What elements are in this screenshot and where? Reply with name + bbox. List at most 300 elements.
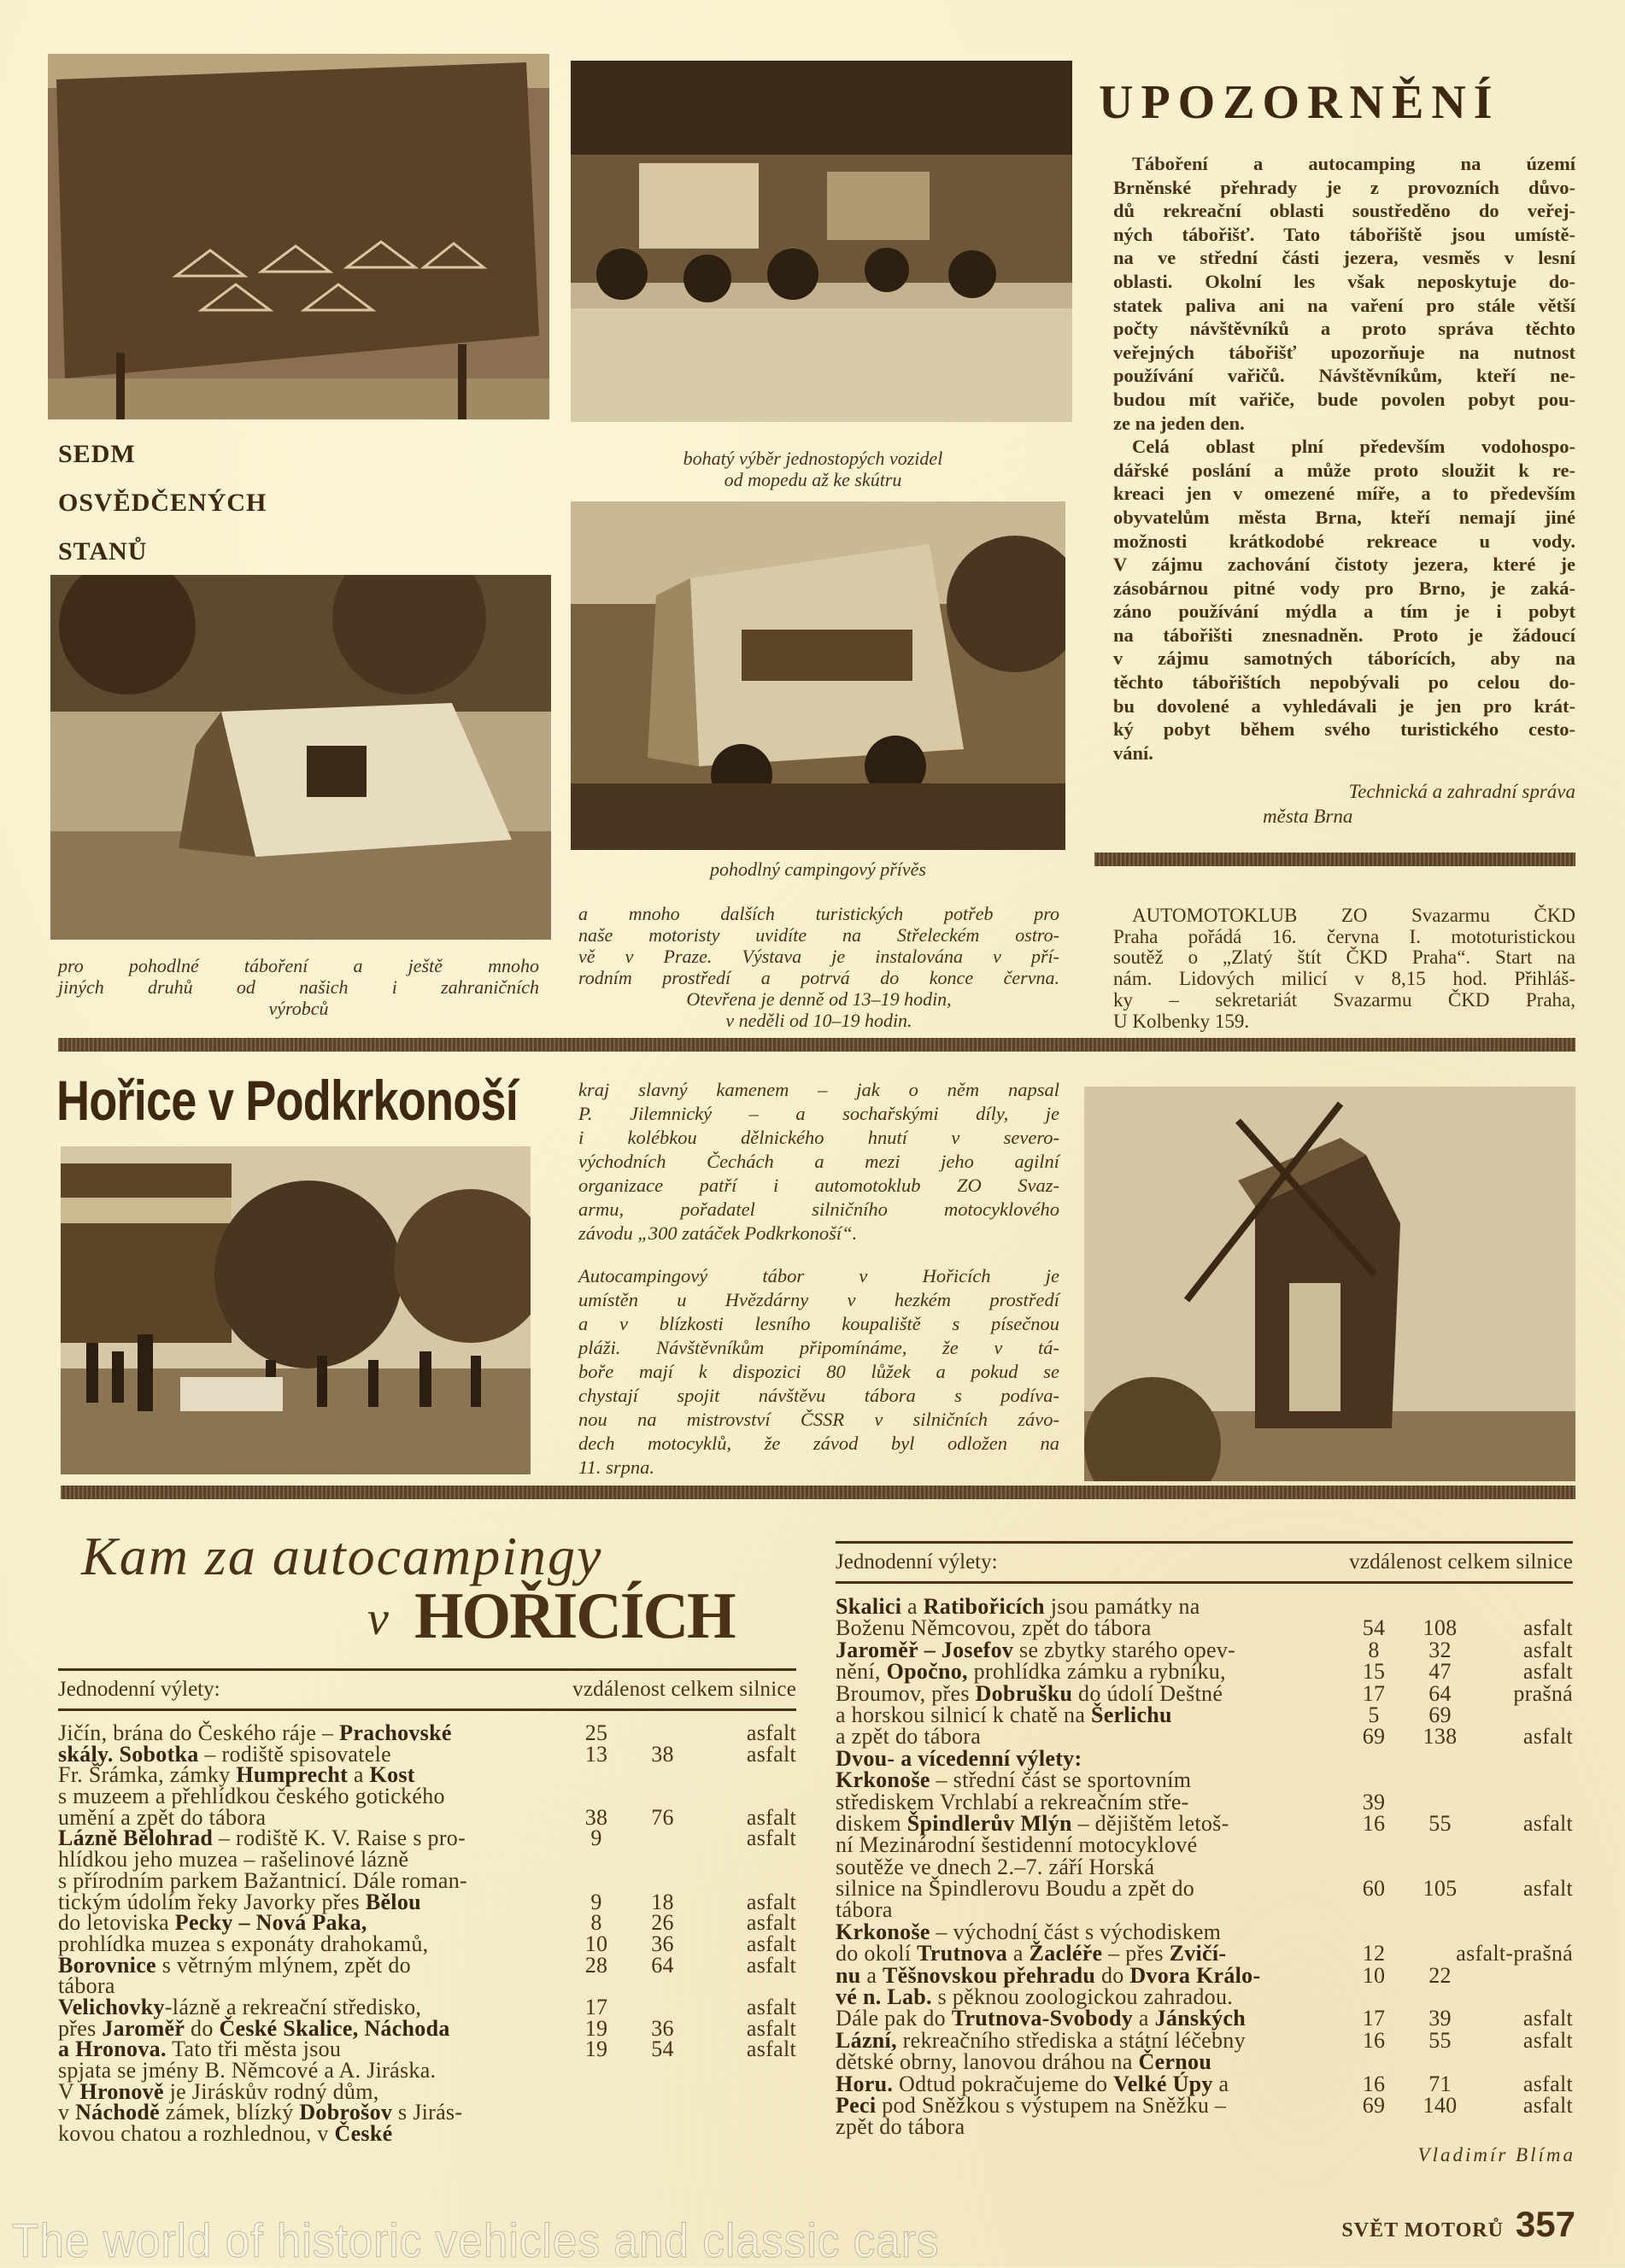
trip-description: Boženu Němcovou, zpět do tábora xyxy=(836,1615,1152,1641)
text-line: v neděli od 10–19 hodin. xyxy=(725,1010,912,1031)
total-cell: 22 xyxy=(1428,1962,1452,1988)
road-cell xyxy=(1481,1921,1573,1943)
bold-place-name: Dobrošov xyxy=(299,2100,393,2125)
table-rule xyxy=(836,1581,1573,1584)
text-line: počty návštěvníků a proto správa těchto xyxy=(1113,318,1575,340)
total-cell: 36 xyxy=(651,2015,674,2041)
text-line: veřejných tábořišť upozorňuje na nutnost xyxy=(1113,341,1575,363)
total-cell xyxy=(622,1723,703,1744)
bold-place-name: Peci xyxy=(836,2092,877,2118)
total-cell xyxy=(1399,1834,1481,1855)
trip-description: dětské obrny, lanovou dráhou na Černou xyxy=(836,2049,1212,2075)
text-line: boře mají k dispozici 80 lůžek a pokud se xyxy=(578,1361,1059,1382)
text-line: zásobárnou pitné vody pro Brno, je zaká- xyxy=(1113,577,1575,599)
table-row xyxy=(58,1867,796,1893)
bold-place-name: Krkonoše xyxy=(836,1767,930,1793)
total-cell xyxy=(622,1828,703,1849)
road-cell xyxy=(1481,1986,1573,2007)
road-cell xyxy=(703,1849,796,1871)
text-line: oblasti. Okolní les však neposkytuje do- xyxy=(1113,270,1575,292)
bold-place-name: Velké Úpy xyxy=(1113,2071,1213,2096)
text-line: bu dovolené a vyhledávali je jen pro krát- xyxy=(1113,694,1575,717)
text-line: soutěž o „Zlatý štít ČKD Praha“. Start na xyxy=(1113,946,1575,969)
road-cell: asfalt xyxy=(1522,2006,1573,2031)
road-cell xyxy=(1481,1965,1573,1986)
distance-cell: 69 xyxy=(1362,1724,1386,1749)
header-label: Jednodenní výlety: xyxy=(58,1678,220,1701)
road-cell: asfalt xyxy=(1522,1724,1573,1749)
table-row xyxy=(836,1921,1573,1943)
bold-place-name: Trutnova xyxy=(917,1941,1008,1966)
bold-place-name: Horu. xyxy=(836,2071,894,2096)
distance-cell: 9 xyxy=(590,1826,602,1851)
total-cell: 64 xyxy=(1428,1680,1452,1706)
table-row xyxy=(836,1726,1573,1747)
table-row xyxy=(836,2092,1573,2118)
text-line: pro pohodlné táboření a ještě mnoho xyxy=(58,955,539,976)
trip-description: Skalici a Ratibořicích jsou památky na xyxy=(836,1594,1200,1619)
distance-cell: 13 xyxy=(584,1741,608,1767)
total-cell: 138 xyxy=(1423,1724,1458,1749)
bold-place-name: Velichovky xyxy=(58,1994,165,2019)
total-cell xyxy=(1399,2116,1481,2137)
table-row xyxy=(836,1704,1573,1726)
total-cell xyxy=(1399,1596,1481,1617)
trip-description: spjata se jmény B. Němcové a A. Jiráska. xyxy=(58,2058,437,2083)
trip-description: Dále pak do Trutnova-Svobody a Jánských xyxy=(836,2006,1247,2031)
bold-place-name: Prachovské xyxy=(339,1720,452,1745)
trip-description: diskem Špindlerův Mlýn – dějištěm letoš- xyxy=(836,1810,1229,1836)
text-line: rodním prostředí a potrvá do konce června. xyxy=(578,967,1059,988)
section-logo xyxy=(73,1525,807,1653)
road-cell: asfalt xyxy=(746,1741,796,1767)
text-line: těchto tábořištích nepobývali po celou do- xyxy=(1113,671,1575,694)
table-row xyxy=(836,2073,1573,2095)
road-cell: asfalt xyxy=(1522,2027,1573,2053)
bold-place-name: Černou xyxy=(1138,2049,1212,2075)
trip-description: Fr. Šrámka, zámky Humprecht a Kost xyxy=(58,1762,415,1788)
trip-description: silnice na Špindlerovu Boudu a zpět do xyxy=(836,1876,1195,1902)
total-cell xyxy=(622,2060,703,2082)
total-cell: 26 xyxy=(651,1910,674,1936)
text-line: kreaci jen v omezené míře, a to především xyxy=(1113,483,1575,505)
bold-place-name: Jaroměř – Josefov xyxy=(836,1637,1014,1662)
total-cell: 54 xyxy=(651,2037,674,2062)
road-cell xyxy=(703,1765,796,1786)
bold-place-name: Pecky – Nová Paka, xyxy=(174,1910,367,1936)
logo-v: v xyxy=(367,1592,389,1645)
bold-place-name: Žacléře xyxy=(1029,1941,1103,1966)
text-line: Praha pořádá 16. června I. mototuristickou xyxy=(1113,925,1575,947)
road-cell: asfalt xyxy=(746,1826,796,1851)
total-cell: 76 xyxy=(651,1804,674,1830)
distance-cell xyxy=(571,2102,622,2124)
total-cell: 18 xyxy=(651,1889,674,1914)
total-cell: 36 xyxy=(651,1931,674,1956)
table-header xyxy=(836,1544,1573,1581)
total-cell xyxy=(1399,1769,1481,1790)
total-cell xyxy=(1399,1856,1481,1878)
distance-cell xyxy=(571,2060,622,2082)
total-cell: 69 xyxy=(1428,1702,1452,1727)
table-row xyxy=(836,1615,1573,1641)
trip-description: zpět do tábora xyxy=(836,2114,965,2140)
text-line: umístěn u Hvězdárny v hezkém prostředí xyxy=(578,1289,1059,1310)
trip-description: Velichovky-lázně a rekreační středisko, xyxy=(58,1994,422,2019)
distance-cell xyxy=(571,2082,622,2103)
table-row xyxy=(58,1952,796,1978)
table-row xyxy=(58,2121,796,2147)
distance-cell: 8 xyxy=(1368,1637,1380,1662)
text-line: ky – sekretariát Svazarmu ČKD Praha, xyxy=(1113,988,1575,1011)
distance-cell: 19 xyxy=(584,2037,608,2062)
text-line: Celá oblast plní především vodohospo- xyxy=(1132,436,1575,458)
trip-description: Krkonoše – východní část s východiskem xyxy=(836,1919,1222,1944)
bold-place-name: Jaroměř xyxy=(102,2015,185,2041)
page-footer xyxy=(1341,2204,1575,2245)
trips-table-right xyxy=(836,1541,1573,2138)
distance-cell: 15 xyxy=(1362,1659,1386,1685)
text-line: dech motocyklů, že závod byl odložen na xyxy=(578,1433,1059,1454)
total-cell xyxy=(1399,1748,1481,1769)
road-cell: asfalt xyxy=(1522,2092,1573,2118)
table-body xyxy=(58,1720,796,2147)
trip-description: soutěže ve dnech 2.–7. září Horská xyxy=(836,1854,1155,1879)
table-row xyxy=(836,2114,1573,2140)
road-cell: asfalt xyxy=(1522,1810,1573,1836)
road-cell: asfalt xyxy=(746,1804,796,1830)
watermark: The world of historic vehicles and classic cars xyxy=(12,2213,940,2267)
text-line: nou na mistrovství ČSSR v silničních závo- xyxy=(578,1409,1059,1430)
road-cell: asfalt xyxy=(1522,2071,1573,2096)
road-cell xyxy=(1481,1899,1573,1920)
table-row xyxy=(836,2027,1573,2053)
distance-cell: 69 xyxy=(1362,2092,1386,2118)
text-line: na tábořišti znesnadněn. Proto je žádoucí xyxy=(1113,624,1575,646)
text-line: i kolébkou dělnického hnutí v severo- xyxy=(578,1127,1059,1148)
text-line: OSVĚDČENÝCH xyxy=(58,489,267,517)
bold-place-name: a Hronova. xyxy=(58,2037,167,2062)
header-columns: vzdálenost celkem silnice xyxy=(1349,1550,1573,1574)
total-cell xyxy=(622,1871,703,1892)
text-line: a v blízkosti lesního koupaliště s písečnou xyxy=(578,1313,1059,1334)
road-cell: asfalt xyxy=(746,2015,796,2041)
trip-description: vé n. Lab. s pěknou zoologickou zahradou. xyxy=(836,1984,1234,2010)
notice-signature xyxy=(1113,779,1575,829)
bold-place-name: Kost xyxy=(369,1762,415,1788)
distance-cell: 28 xyxy=(584,1952,608,1978)
text-line: V zájmu zachování čistoty jezera, které je xyxy=(1113,554,1575,576)
bold-place-name: Lázní, xyxy=(836,2027,897,2053)
total-cell xyxy=(622,2082,703,2103)
table-row xyxy=(836,1767,1573,1793)
distance-cell xyxy=(1348,1986,1399,2007)
road-cell: asfalt xyxy=(746,1720,796,1745)
text-line: vě v Praze. Výstava je instalována v pří- xyxy=(578,946,1059,967)
bold-place-name: skály. Sobotka xyxy=(58,1741,199,1767)
table-row xyxy=(836,1680,1573,1706)
distance-cell xyxy=(571,1849,622,1871)
trip-description: tábora xyxy=(58,1973,115,1999)
caption-trailer: pohodlný campingový přívěs xyxy=(710,859,926,880)
caption-exhibition xyxy=(578,903,1059,1031)
text-line: Otevřena je denně od 13–19 hodin, xyxy=(686,988,952,1010)
road-cell xyxy=(1481,1596,1573,1617)
text-line: kraj slavný kamenem – jak o něm napsal xyxy=(578,1079,1059,1100)
bold-place-name: České xyxy=(334,2121,393,2147)
notice-body xyxy=(1113,152,1575,765)
text-line: U Kolbenky 159. xyxy=(1113,1010,1250,1032)
text-line: ký pobyt během svého turistického cesto- xyxy=(1113,718,1575,741)
signature-line: města Brna xyxy=(1263,806,1353,827)
text-line: budou mít vařiče, bude povolen pobyt pou- xyxy=(1113,388,1575,410)
table-row xyxy=(836,1943,1573,1964)
distance-cell: 38 xyxy=(584,1804,608,1830)
bold-place-name: Skalici xyxy=(836,1594,902,1619)
horice-title: Hořice v Podkrkonoší xyxy=(56,1069,518,1132)
distance-cell: 17 xyxy=(1362,2006,1386,2031)
distance-cell: 16 xyxy=(1362,1810,1386,1836)
text-line: ných tábořišť. Tato tábořiště jsou umístě- xyxy=(1113,223,1575,245)
divider-bar xyxy=(58,1038,1575,1052)
bold-place-name: Hronově xyxy=(79,2078,164,2104)
trip-description: střediskem Vrchlabí a rekreačním stře- xyxy=(836,1789,1189,1814)
trip-description: do okolí Trutnova a Žacléře – přes Zvičí- xyxy=(836,1941,1227,1966)
road-cell xyxy=(1481,1748,1573,1769)
text-line: obyvatelům města Brna, kteří nemají jiné xyxy=(1113,506,1575,528)
text-line: SEDM xyxy=(58,440,136,468)
text-line: na ve střední části jezera, vesměs v lesní xyxy=(1113,247,1575,269)
text-line: od mopedu až ke skútru xyxy=(724,469,902,490)
trip-description: Broumov, přes Dobrušku do údolí Deštné xyxy=(836,1680,1223,1706)
distance-cell: 54 xyxy=(1362,1615,1386,1641)
road-cell xyxy=(703,2060,796,2082)
distance-cell: 39 xyxy=(1362,1789,1386,1814)
distance-cell xyxy=(1348,1899,1399,1920)
trip-description: s muzeem a přehlídkou českého gotického xyxy=(58,1784,445,1809)
table-row xyxy=(836,1659,1573,1685)
table-header xyxy=(58,1671,796,1708)
text-line: Autocampingový tábor v Hořicích je xyxy=(578,1265,1059,1286)
trip-description: Jičín, brána do Českého ráje – Prachovské xyxy=(58,1720,452,1745)
road-cell: asfalt xyxy=(1522,1876,1573,1902)
trip-description: nu a Těšnovskou přehradu do Dvora Králo- xyxy=(836,1962,1261,1988)
notice-title: UPOZORNĚNÍ xyxy=(1099,76,1500,129)
text-line: bohatý výběr jednostopých vozidel xyxy=(683,448,943,469)
distance-cell: 17 xyxy=(1362,1680,1386,1706)
trip-description xyxy=(836,1745,1348,1771)
trip-description: v Náchodě zámek, blízký Dobrošov s Jirás- xyxy=(58,2100,463,2125)
text-line: vání. xyxy=(1113,741,1153,764)
distance-cell: 8 xyxy=(590,1910,602,1936)
text-line: 11. srpna. xyxy=(578,1456,654,1478)
total-cell xyxy=(1399,1921,1481,1943)
table-row xyxy=(836,1962,1573,1988)
trip-description: hlídkou jeho muzea – rašelinové lázně xyxy=(58,1847,409,1872)
distance-cell xyxy=(1348,1769,1399,1790)
table-row xyxy=(836,1639,1573,1661)
trip-description: Borovnice s větrným mlýnem, zpět do xyxy=(58,1952,411,1978)
road-cell: asfalt xyxy=(1522,1659,1573,1685)
total-cell: 47 xyxy=(1428,1659,1452,1685)
total-cell: 140 xyxy=(1423,2092,1458,2118)
bold-place-name: Krkonoše xyxy=(836,1919,930,1944)
distance-cell xyxy=(1348,1596,1399,1617)
total-cell xyxy=(1399,1791,1481,1813)
caption-motorcycles xyxy=(614,448,1012,490)
total-cell: 32 xyxy=(1428,1637,1452,1662)
distance-cell xyxy=(1348,1856,1399,1878)
road-cell: asfalt xyxy=(746,1910,796,1936)
trip-description: umění a zpět do tábora xyxy=(58,1804,267,1830)
bold-place-name: Trutnova-Svobody xyxy=(951,2006,1134,2031)
table-row xyxy=(836,2049,1573,2075)
photo-windmill xyxy=(1084,1087,1575,1481)
distance-cell xyxy=(1348,2116,1399,2137)
bold-place-name: Dvora Králo- xyxy=(1129,1962,1261,1988)
distance-cell xyxy=(571,2124,622,2145)
page-number: 357 xyxy=(1515,2204,1575,2244)
text-line: organizace patří i automotoklub ZO Svaz- xyxy=(578,1175,1059,1196)
text-line: armu, pořadatel silničního motocyklového xyxy=(578,1198,1059,1220)
photo-tent-display-board xyxy=(48,54,549,419)
trip-description: Peci pod Sněžkou s výstupem na Sněžku – xyxy=(836,2092,1227,2118)
photo-horice-camp xyxy=(61,1146,531,1474)
trip-description: ní Mezinárodní šestidenní motocyklové xyxy=(836,1832,1198,1858)
bold-place-name: Jánských xyxy=(1154,2006,1247,2031)
trip-description: Horu. Odtud pokračujeme do Velké Úpy a xyxy=(836,2071,1229,2096)
road-cell xyxy=(1481,1704,1573,1726)
road-cell xyxy=(1481,2116,1573,2137)
bold-place-name: Náchodě xyxy=(75,2100,160,2125)
text-line: a mnoho dalších turistických potřeb pro xyxy=(578,903,1059,924)
trip-description: do letoviska Pecky – Nová Paka, xyxy=(58,1910,367,1936)
text-line: P. Jilemnický – a sochařskými díly, je xyxy=(578,1103,1059,1124)
total-cell xyxy=(622,1765,703,1786)
road-cell: asfalt-prašná xyxy=(1456,1941,1573,1966)
table-row xyxy=(836,1856,1573,1878)
distance-cell xyxy=(1348,1921,1399,1943)
text-line: naše motoristy uvidíte na Střeleckém ostro- xyxy=(578,924,1059,946)
distance-cell: 16 xyxy=(1362,2027,1386,2053)
bold-place-name: vé n. Lab. xyxy=(836,1984,932,2010)
total-cell: 38 xyxy=(651,1741,674,1767)
total-cell: 64 xyxy=(651,1952,674,1978)
total-cell xyxy=(1399,1899,1481,1920)
bold-place-name: Opočno, xyxy=(886,1659,968,1685)
text-line: možnosti krátkodobé rekreace u vody. xyxy=(1113,530,1575,552)
road-cell xyxy=(1481,1769,1573,1790)
distance-cell xyxy=(1348,2051,1399,2072)
total-cell: 55 xyxy=(1428,2027,1452,2053)
table-row xyxy=(836,1791,1573,1813)
total-cell xyxy=(622,2124,703,2145)
trip-description: a horskou silnicí k chatě na Šerlichu xyxy=(836,1702,1172,1727)
distance-cell: 60 xyxy=(1362,1876,1386,1902)
caption-tents xyxy=(58,955,539,1019)
distance-cell: 17 xyxy=(584,1994,608,2019)
road-cell: asfalt xyxy=(746,1931,796,1956)
trip-description: Jaroměř – Josefov se zbytky starého opev- xyxy=(836,1637,1236,1662)
distance-cell xyxy=(1348,1748,1399,1769)
bold-place-name: Šerlichu xyxy=(1090,1702,1172,1727)
total-cell: 105 xyxy=(1423,1876,1458,1902)
table-row xyxy=(836,1897,1573,1923)
total-cell: 108 xyxy=(1423,1615,1458,1641)
text-line: používání vařičů. Návštěvníkům, kteří ne- xyxy=(1113,365,1575,387)
distance-cell xyxy=(1348,1834,1399,1855)
text-line: závodu „300 zatáček Podkrkonoší“. xyxy=(578,1222,858,1244)
distance-cell: 5 xyxy=(1368,1702,1380,1727)
bold-place-name: České Skalice, Náchoda xyxy=(219,2015,450,2041)
automotoklub-notice xyxy=(1113,905,1575,1032)
table-row xyxy=(836,2007,1573,2029)
road-cell: asfalt xyxy=(746,1889,796,1914)
text-line: pláži. Návštěvníkům připomínáme, že v tá- xyxy=(578,1337,1059,1358)
road-cell xyxy=(1481,1791,1573,1813)
trip-description: Krkonoše – střední část se sportovním xyxy=(836,1767,1192,1793)
text-line: dářské poslání a může proto sloužit k re- xyxy=(1113,459,1575,481)
road-cell: prašná xyxy=(1513,1680,1573,1706)
logo-town: HOŘICÍCH xyxy=(414,1579,735,1654)
total-cell xyxy=(1399,1986,1481,2007)
header-columns: vzdálenost celkem silnice xyxy=(572,1678,796,1701)
trip-description: prohlídka muzea s exponáty drahokamů, xyxy=(58,1931,429,1956)
trip-description: Lázní, rekreačního střediska a státní léčebny xyxy=(836,2027,1246,2053)
distance-cell xyxy=(571,1765,622,1786)
text-line: chystají spojit návštěvu tábora s podíva- xyxy=(578,1385,1059,1406)
table-row xyxy=(836,1876,1573,1902)
road-cell: asfalt xyxy=(1522,1637,1573,1662)
author: Vladimír Blíma xyxy=(1417,2144,1575,2165)
road-cell: asfalt xyxy=(746,2037,796,2062)
total-cell xyxy=(622,1849,703,1871)
divider-bar xyxy=(61,1486,1575,1499)
bold-place-name: Špindlerův Mlýn xyxy=(906,1810,1072,1836)
bold-place-name: nu xyxy=(836,1962,861,1988)
text-line: statek paliva ani na vaření pro stále větší xyxy=(1113,294,1575,316)
text-line: východních Čechách a mezi jeho agilní xyxy=(578,1151,1059,1172)
table-body xyxy=(836,1596,1573,2138)
bold-place-name: Bělou xyxy=(365,1889,421,1914)
bold-place-name: Ratibořicích xyxy=(923,1594,1045,1619)
text-line: Brněnské přehrady je z provozních důvo- xyxy=(1113,176,1575,198)
magazine-name: SVĚT MOTORŮ xyxy=(1341,2219,1504,2242)
table-row xyxy=(58,2060,796,2082)
total-cell xyxy=(1399,2051,1481,2072)
trip-description: s přírodním parkem Bažantnicí. Dále roman- xyxy=(58,1867,467,1893)
distance-cell xyxy=(571,1871,622,1892)
road-cell xyxy=(703,2102,796,2124)
total-cell xyxy=(622,1997,703,2019)
total-cell xyxy=(622,2102,703,2124)
text-line: jiných druhů od našich i zahraničních xyxy=(58,976,539,998)
text-line: AUTOMOTOKLUB ZO Svazarmu ČKD xyxy=(1132,905,1575,926)
road-cell xyxy=(703,2082,796,2103)
road-cell xyxy=(1481,1856,1573,1878)
distance-cell: 10 xyxy=(584,1931,608,1956)
text-line: v zájmu samotných táborících, aby na xyxy=(1113,648,1575,670)
photo-tent xyxy=(50,575,551,940)
bold-place-name: Humprecht xyxy=(236,1762,349,1788)
header-label: Jednodenní výlety: xyxy=(836,1550,998,1574)
total-cell: 39 xyxy=(1428,2006,1452,2031)
distance-cell: 12 xyxy=(1362,1941,1386,1966)
bold-place-name: Lázně Bělohrad xyxy=(58,1826,214,1851)
distance-cell: 16 xyxy=(1362,2071,1386,2096)
text-line: STANŮ xyxy=(58,537,148,566)
bold-place-name: Borovnice xyxy=(58,1952,156,1978)
